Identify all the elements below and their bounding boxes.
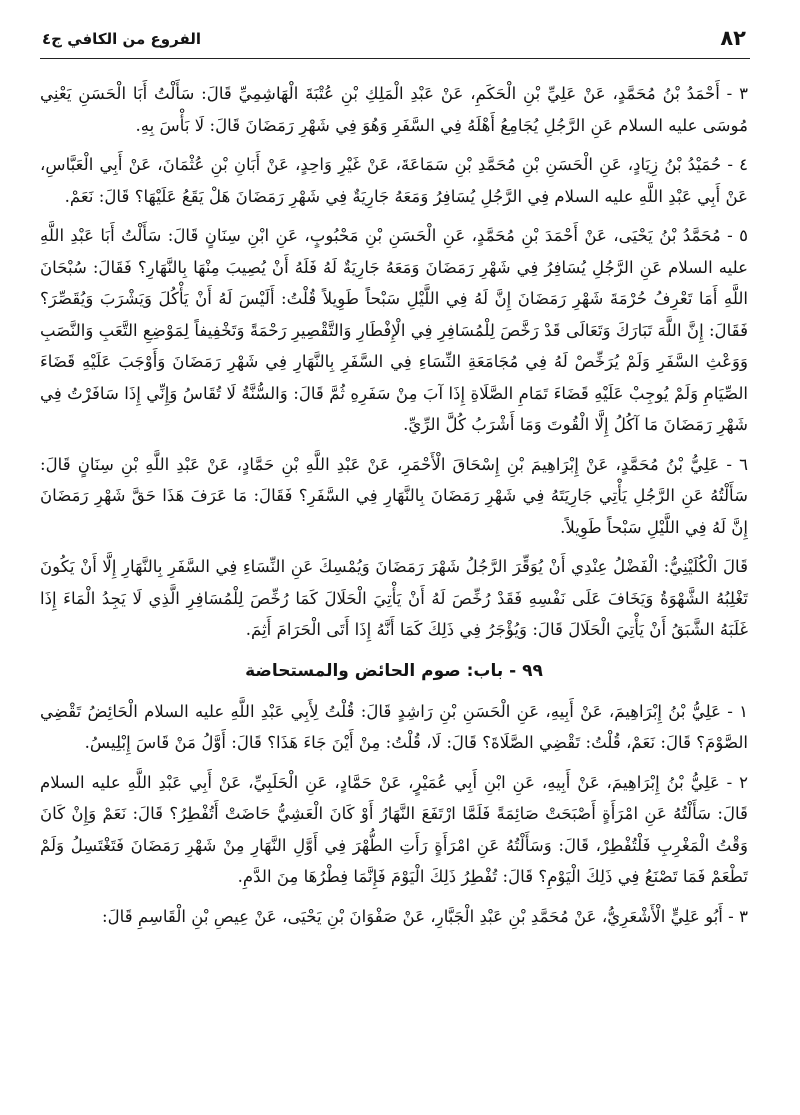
running-title: الفروع من الكافي ج٤ xyxy=(42,30,202,48)
commentary-paragraph: قَالَ الْكُلَيْنِيُّ: الْفَضْلُ عِنْدِي أَنْ يُوَقِّرَ الرَّجُلُ شَهْرَ رَمَضَانَ وَيُمْسِكَ عَنِ النِّسَاءِ فِي السَّفَرِ بِالنَّهَارِ إِلَّا أَنْ يَكُونَ تَغْلِبُهُ الشَّهْوَةُ وَيَخَافَ عَلَى نَفْسِهِ فَقَدْ رُخِّصَ لَهُ أَنْ يَأْتِيَ الْحَلَالَ كَمَا رُخِّصَ لِلْمُسَافِرِ الَّذِي لَا يَجِدُ الْمَاءَ إِذَا غَلَبَهُ الشَّبَقُ أَنْ يَأْتِيَ الْحَلَالَ قَالَ: وَيُؤْجَرُ فِي ذَلِكَ كَمَا أَنَّهُ إِذَا أَتَى الْحَرَامَ أَثِمَ. xyxy=(40,557,748,639)
hadith-paragraph: ٥ - مُحَمَّدُ بْنُ يَحْيَى، عَنْ أَحْمَدَ بْنِ مُحَمَّدٍ، عَنِ الْحَسَنِ بْنِ مَحْبُوبٍ، عَنِ ابْنِ سِنَانٍ قَالَ: سَأَلْتُ أَبَا عَبْدِ اللَّهِ عليه السلام عَنِ الرَّجُلِ يُسَافِرُ فِي شَهْرِ رَمَضَانَ وَمَعَهُ جَارِيَةٌ لَهُ فَلَهُ أَنْ يُصِيبَ مِنْهَا بِالنَّهَارِ؟ فَقَالَ: سُبْحَانَ اللَّهِ أَمَا تَعْرِفُ حُرْمَةَ شَهْرِ رَمَضَانَ إِنَّ لَهُ فِي اللَّيْلِ سَبْحاً طَوِيلاً قُلْتُ: أَلَيْسَ لَهُ أَنْ يَأْكُلَ وَيَشْرَبَ وَيُقَصِّرَ؟ فَقَالَ: إِنَّ اللَّهَ تَبَارَكَ وَتَعَالَى قَدْ رَخَّصَ لِلْمُسَافِرِ فِي الْإِفْطَارِ وَالتَّقْصِيرِ رَحْمَةً وَتَخْفِيفاً لِمَوْضِعِ التَّعَبِ وَالنَّصَبِ وَوَعْثِ السَّفَرِ وَلَمْ يُرَخِّصْ لَهُ فِي مُجَامَعَةِ النِّسَاءِ فِي السَّفَرِ بِالنَّهَارِ فِي شَهْرِ رَمَضَانَ وَأَوْجَبَ عَلَيْهِ قَضَاءَ الصِّيَامِ وَلَمْ يُوجِبْ عَلَيْهِ قَضَاءَ تَمَامِ الصَّلَاةِ إِذَا آبَ مِنْ سَفَرِهِ ثُمَّ قَالَ: وَالسُّنَّةُ لَا تُقَاسُ وَإِنِّي إِذَا سَافَرْتُ فِي شَهْرِ رَمَضَانَ مَا آكُلُ إِلَّا الْقُوتَ وَمَا أَشْرَبُ كُلَّ الرِّيِّ. xyxy=(40,226,748,434)
page-header xyxy=(40,24,750,59)
hadith-paragraph: ٣ - أَبُو عَلِيٍّ الْأَشْعَرِيُّ، عَنْ مُحَمَّدِ بْنِ عَبْدِ الْجَبَّارِ، عَنْ صَفْوَانَ بْنِ يَحْيَى، عَنْ عِيصِ بْنِ الْقَاسِمِ قَالَ: xyxy=(102,906,748,926)
hadith-paragraph: ٢ - عَلِيُّ بْنُ إِبْرَاهِيمَ، عَنْ أَبِيهِ، عَنِ ابْنِ أَبِي عُمَيْرٍ، عَنْ حَمَّادٍ، عَنِ الْحَلَبِيِّ، عَنْ أَبِي عَبْدِ اللَّهِ عليه السلام قَالَ: سَأَلْتُهُ عَنِ امْرَأَةٍ أَصْبَحَتْ صَائِمَةً فَلَمَّا ارْتَفَعَ النَّهَارُ أَوْ كَانَ الْعَشِيُّ حَاضَتْ أَتُفْطِرُ؟ قَالَ: نَعَمْ وَإِنْ كَانَ وَقْتُ الْمَغْرِبِ فَلْتُفْطِرْ، قَالَ: وَسَأَلْتُهُ عَنِ امْرَأَةٍ رَأَتِ الطُّهْرَ فِي أَوَّلِ النَّهَارِ مِنْ شَهْرِ رَمَضَانَ فَتَغْتَسِلُ وَلَمْ تَطْعَمْ فَمَا تَصْنَعُ فِي ذَلِكَ الْيَوْمِ؟ قَالَ: تُفْطِرُ ذَلِكَ الْيَوْمَ فَإِنَّمَا فِطْرُهَا مِنَ الدَّمِ. xyxy=(40,772,748,886)
hadith-paragraph: ٤ - حُمَيْدُ بْنُ زِيَادٍ، عَنِ الْحَسَنِ بْنِ مُحَمَّدِ بْنِ سَمَاعَةَ، عَنْ غَيْرِ وَاحِدٍ، عَنْ أَبَانِ بْنِ عُثْمَانَ، عَنْ أَبِي الْعَبَّاسِ، عَنْ أَبِي عَبْدِ اللَّهِ عليه السلام فِي الرَّجُلِ يُسَافِرُ وَمَعَهُ جَارِيَةٌ فِي شَهْرِ رَمَضَانَ هَلْ يَقَعُ عَلَيْهَا؟ قَالَ: نَعَمْ. xyxy=(40,155,748,206)
hadith-paragraph: ٣ - أَحْمَدُ بْنُ مُحَمَّدٍ، عَنْ عَلِيِّ بْنِ الْحَكَمِ، عَنْ عَبْدِ الْمَلِكِ بْنِ عُتْبَةَ الْهَاشِمِيِّ قَالَ: سَأَلْتُ أَبَا الْحَسَنِ يَعْنِي مُوسَى عليه السلام عَنِ الرَّجُلِ يُجَامِعُ أَهْلَهُ فِي السَّفَرِ وَهُوَ فِي شَهْرِ رَمَضَانَ قَالَ: لَا بَأْسَ بِهِ. xyxy=(40,84,748,135)
hadith-paragraph: ١ - عَلِيُّ بْنُ إِبْرَاهِيمَ، عَنْ أَبِيهِ، عَنِ الْحَسَنِ بْنِ رَاشِدٍ قَالَ: قُلْتُ لِأَبِي عَبْدِ اللَّهِ عليه السلام الْحَائِضُ تَقْضِي الصَّوْمَ؟ قَالَ: نَعَمْ، قُلْتُ: تَقْضِي الصَّلَاةَ؟ قَالَ: لَا، قُلْتُ: مِنْ أَيْنَ جَاءَ هَذَا؟ قَالَ: أَوَّلُ مَنْ قَاسَ إِبْلِيسُ. xyxy=(40,701,748,752)
chapter-heading: ٩٩ - باب: صوم الحائض والمستحاضة xyxy=(245,660,543,681)
page-body xyxy=(40,78,748,940)
hadith-paragraph: ٦ - عَلِيُّ بْنُ مُحَمَّدٍ، عَنْ إِبْرَاهِيمَ بْنِ إِسْحَاقَ الْأَحْمَرِ، عَنْ عَبْدِ اللَّهِ بْنِ حَمَّادٍ، عَنْ عَبْدِ اللَّهِ بْنِ سِنَانٍ قَالَ: سَأَلْتُهُ عَنِ الرَّجُلِ يَأْتِي جَارِيَتَهُ فِي شَهْرِ رَمَضَانَ بِالنَّهَارِ فِي السَّفَرِ؟ فَقَالَ: مَا عَرَفَ هَذَا حَقَّ شَهْرِ رَمَضَانَ إِنَّ لَهُ فِي اللَّيْلِ سَبْحاً طَوِيلاً. xyxy=(40,454,748,537)
page-number: ٨٢ xyxy=(720,26,746,50)
